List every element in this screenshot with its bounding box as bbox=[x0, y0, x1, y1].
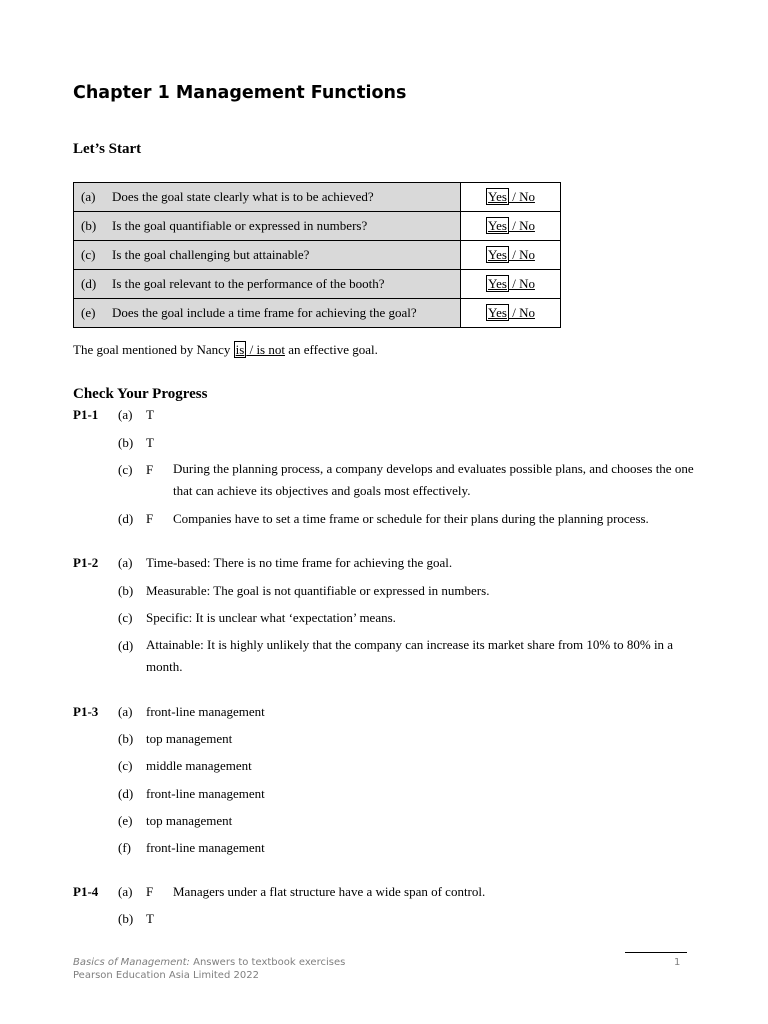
footer-book-title: Basics of Management: bbox=[73, 957, 190, 968]
row-label: (d) bbox=[81, 276, 97, 291]
no-option: / No bbox=[508, 276, 535, 291]
question-label: P1-3 bbox=[73, 704, 99, 719]
item-label: (c) bbox=[118, 462, 133, 477]
item-label: (b) bbox=[118, 583, 134, 598]
table-row bbox=[74, 299, 561, 328]
yes-option: Yes bbox=[488, 276, 507, 291]
item-label: (a) bbox=[118, 555, 133, 570]
item-label: (b) bbox=[118, 911, 134, 926]
check-progress-heading: Check Your Progress bbox=[73, 386, 208, 402]
item-explanation: Managers under a flat structure have a wide span of control. bbox=[173, 884, 486, 899]
yes-option: Yes bbox=[488, 218, 507, 233]
row-label: (b) bbox=[81, 218, 97, 233]
conclusion-text-end: an effective goal. bbox=[284, 342, 378, 357]
is-option: is bbox=[235, 342, 245, 357]
yes-option: Yes bbox=[488, 189, 507, 204]
item-text: middle management bbox=[146, 758, 252, 773]
conclusion-text: The goal mentioned by Nancy bbox=[73, 342, 234, 357]
item-text: front-line management bbox=[146, 786, 265, 801]
no-option: / No bbox=[508, 247, 535, 262]
item-explanation: Companies have to set a time frame or schedule for their plans during the planning process. bbox=[173, 511, 649, 526]
no-option: / No bbox=[508, 189, 535, 204]
is-not-option: / is not bbox=[246, 342, 285, 357]
item-label: (f) bbox=[118, 840, 131, 855]
item-answer: T bbox=[146, 407, 154, 422]
row-label: (a) bbox=[81, 189, 96, 204]
item-label: (c) bbox=[118, 610, 133, 625]
table-row bbox=[74, 241, 561, 270]
item-explanation: During the planning process, a company develops and evaluates possible plans, and chooses the one that can achieve its objectives and goals most effectively. bbox=[173, 461, 694, 498]
question-label: P1-4 bbox=[73, 884, 99, 899]
table-row bbox=[74, 183, 561, 212]
item-label: (d) bbox=[118, 638, 134, 653]
item-answer: F bbox=[146, 884, 154, 899]
row-question: Is the goal challenging but attainable? bbox=[112, 247, 310, 262]
chapter-title: Chapter 1 Management Functions bbox=[73, 83, 407, 103]
row-question: Does the goal include a time frame for achieving the goal? bbox=[112, 305, 417, 320]
item-label: (a) bbox=[118, 704, 133, 719]
page-number: 1 bbox=[674, 957, 681, 968]
footer-publisher: Pearson Education Asia Limited 2022 bbox=[73, 970, 259, 981]
item-answer: T bbox=[146, 911, 154, 926]
item-label: (d) bbox=[118, 511, 134, 526]
goal-conclusion bbox=[73, 342, 378, 358]
yes-option: Yes bbox=[488, 247, 507, 262]
item-label: (b) bbox=[118, 731, 134, 746]
item-answer: T bbox=[146, 435, 154, 450]
footer-subtitle: Answers to textbook exercises bbox=[189, 957, 346, 968]
item-label: (e) bbox=[118, 813, 133, 828]
item-label: (b) bbox=[118, 435, 134, 450]
row-question: Does the goal state clearly what is to be achieved? bbox=[112, 189, 374, 204]
footer-book-line bbox=[73, 957, 345, 968]
row-question: Is the goal quantifiable or expressed in numbers? bbox=[112, 218, 368, 233]
item-text: top management bbox=[146, 813, 233, 828]
item-label: (a) bbox=[118, 884, 133, 899]
item-text: Time-based: There is no time frame for achieving the goal. bbox=[146, 555, 453, 570]
item-text: front-line management bbox=[146, 840, 265, 855]
item-text: top management bbox=[146, 731, 233, 746]
item-answer: F bbox=[146, 462, 154, 477]
table-row bbox=[74, 212, 561, 241]
item-text: Specific: It is unclear what ‘expectation’ means. bbox=[146, 610, 396, 625]
question-label: P1-2 bbox=[73, 555, 99, 570]
footer-divider bbox=[625, 952, 687, 953]
item-label: (c) bbox=[118, 758, 133, 773]
lets-start-heading: Let’s Start bbox=[73, 141, 142, 157]
goal-checklist-table bbox=[73, 182, 561, 328]
row-question: Is the goal relevant to the performance of the booth? bbox=[112, 276, 385, 291]
row-label: (c) bbox=[81, 247, 96, 262]
item-label: (a) bbox=[118, 407, 133, 422]
item-label: (d) bbox=[118, 786, 134, 801]
no-option: / No bbox=[508, 305, 535, 320]
question-label: P1-1 bbox=[73, 407, 99, 422]
item-answer: F bbox=[146, 511, 154, 526]
yes-option: Yes bbox=[488, 305, 507, 320]
item-text: Attainable: It is highly unlikely that the company can increase its market share from 10% to 80% in a month. bbox=[146, 637, 674, 674]
row-label: (e) bbox=[81, 305, 96, 320]
table-row bbox=[74, 270, 561, 299]
item-text: Measurable: The goal is not quantifiable or expressed in numbers. bbox=[146, 583, 490, 598]
item-text: front-line management bbox=[146, 704, 265, 719]
no-option: / No bbox=[508, 218, 535, 233]
